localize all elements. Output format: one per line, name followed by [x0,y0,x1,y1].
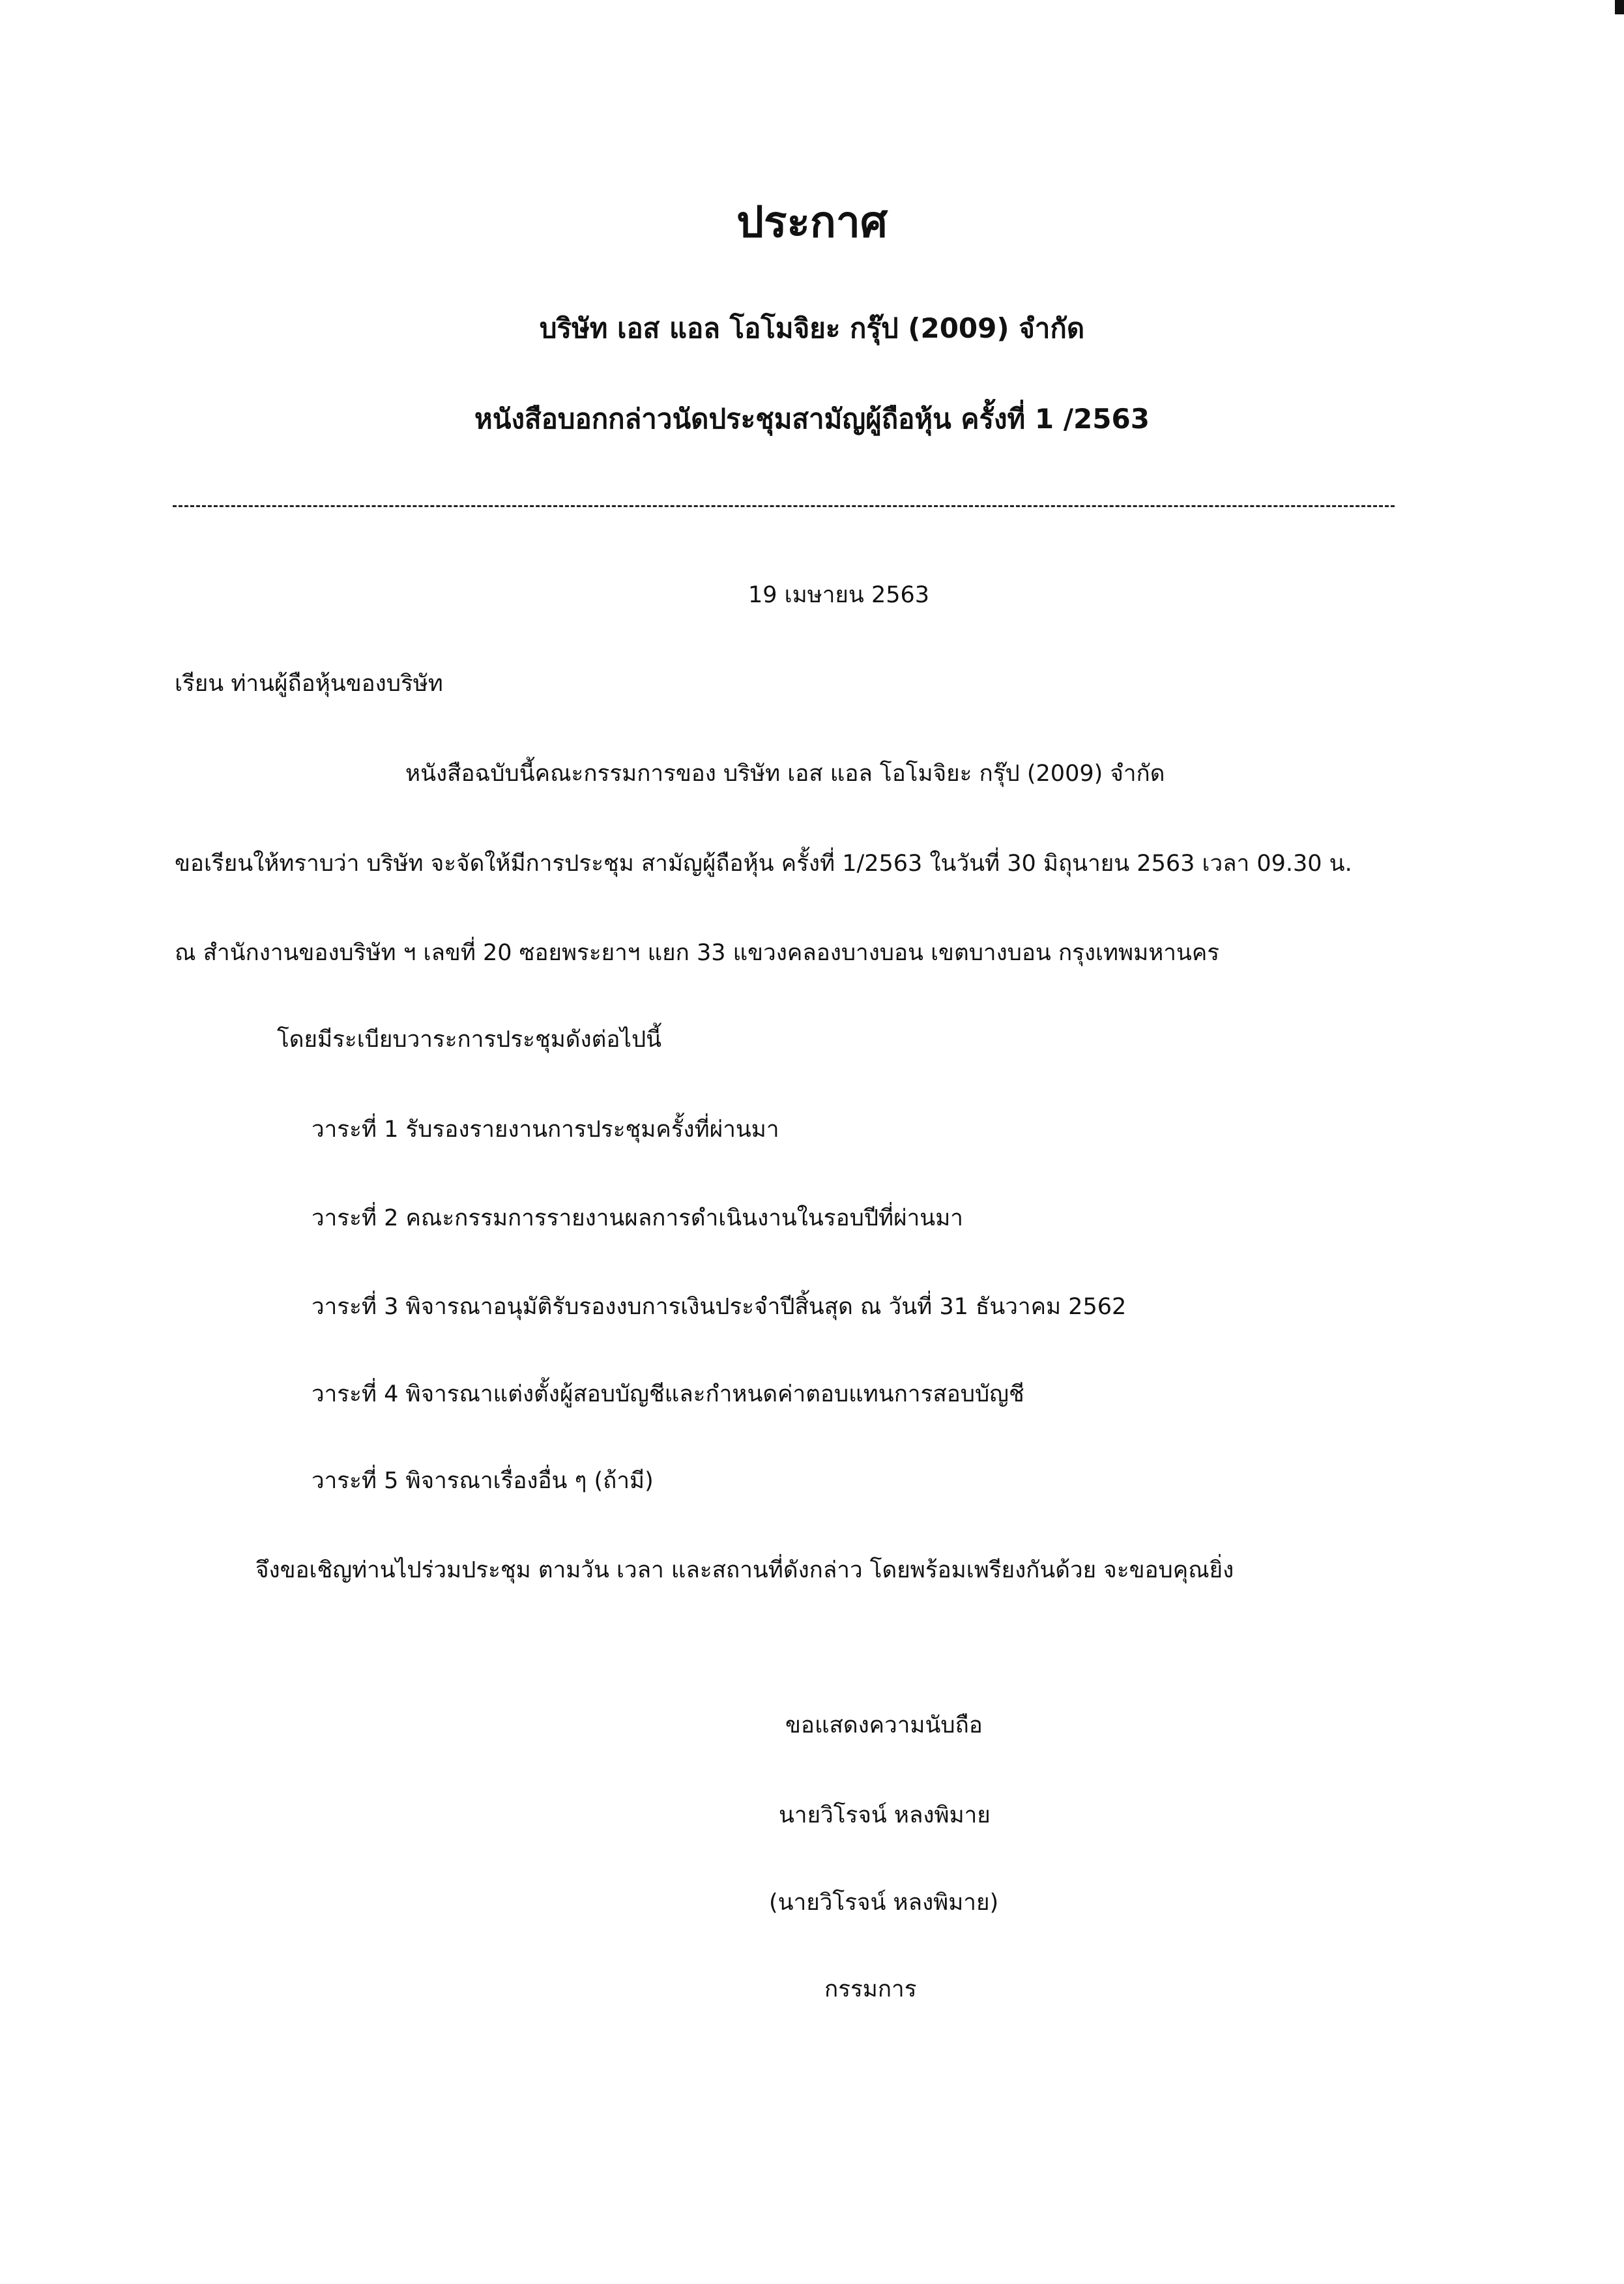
header-divider [173,505,1395,507]
document-title: ประกาศ [736,197,888,247]
signatory-name-printed: (นายวิโรจน์ หลงพิมาย) [769,1890,999,1916]
signatory-name: นายวิโรจน์ หลงพิมาย [779,1802,991,1828]
paragraph-line-2: ขอเรียนให้ทราบว่า บริษัท จะจัดให้มีการประชุม สามัญผู้ถือหุ้น ครั้งที่ 1/2563 ในวันที่ 30 มิถุนายน 2563 เวลา 09.30 น. [175,851,1352,877]
agenda-item: วาระที่ 4 พิจารณาแต่งตั้งผู้สอบบัญชีและกำหนดค่าตอบแทนการสอบบัญชี [312,1381,1024,1407]
agenda-intro: โดยมีระเบียบวาระการประชุมดังต่อไปนี้ [277,1027,662,1053]
company-name: บริษัท เอส แอล โอโมจิยะ กรุ๊ป (2009) จำกัด [539,312,1085,344]
agenda-item: วาระที่ 1 รับรองรายงานการประชุมครั้งที่ผ่านมา [312,1117,779,1143]
scan-corner-mark [1615,0,1624,14]
agenda-item: วาระที่ 5 พิจารณาเรื่องอื่น ๆ (ถ้ามี) [312,1468,654,1494]
paragraph-line-1: หนังสือฉบับนี้คณะกรรมการของ บริษัท เอส แอล โอโมจิยะ กรุ๊ป (2009) จำกัด [405,761,1165,787]
salutation: เรียน ท่านผู้ถือหุ้นของบริษัท [175,671,443,697]
closing-invitation: จึงขอเชิญท่านไปร่วมประชุม ตามวัน เวลา และสถานที่ดังกล่าว โดยพร้อมเพรียงกันด้วย จะขอบคุณยิ่ง [255,1557,1234,1583]
agenda-item: วาระที่ 2 คณะกรรมการรายงานผลการดำเนินงานในรอบปีที่ผ่านมา [312,1205,963,1231]
closing-regards: ขอแสดงความนับถือ [785,1712,983,1738]
paragraph-line-3: ณ สำนักงานของบริษัท ฯ เลขที่ 20 ซอยพระยาฯ แยก 33 แขวงคลองบางบอน เขตบางบอน กรุงเทพมหานคร [175,940,1220,966]
letter-date: 19 เมษายน 2563 [748,582,930,608]
signatory-position: กรรมการ [824,1976,917,2002]
agenda-item: วาระที่ 3 พิจารณาอนุมัติรับรองงบการเงินประจำปีสิ้นสุด ณ วันที่ 31 ธันวาคม 2562 [312,1294,1127,1320]
document-subject: หนังสือบอกกล่าวนัดประชุมสามัญผู้ถือหุ้น ครั้งที่ 1 /2563 [474,403,1150,435]
